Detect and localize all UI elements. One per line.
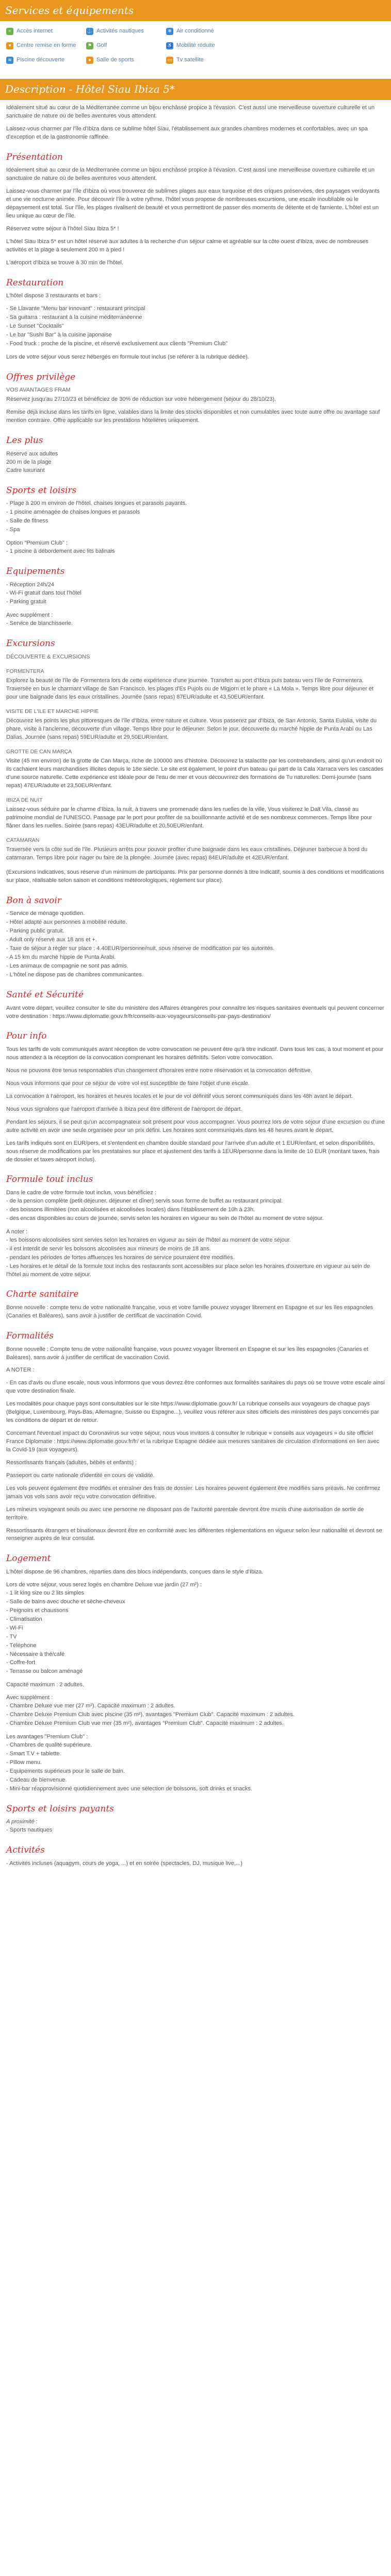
paragraph: Les modalités pour chaque pays sont consultables sur le site https://www.diplomatie.gouv.fr/ La rubrique conseils aux voyageurs de chaque pays (Belgique, Luxembourg, Pays-Bas, Allemagne, Suisse ou Espagne...), veuillez vous référer aux sites officiels des ministères des pays concernés par les conditions de départ et de retour. — [6, 1401, 379, 1424]
sports-option-list — [6, 548, 385, 556]
section-title-plus: Les plus — [6, 435, 43, 446]
service-item — [86, 42, 166, 50]
excursion-text: Visite (45 mn environ) de la grotte de Can Marça, riche de 100000 ans d'histoire. Découvrez la stalactite par les contrebandiers, ainsi qu'un endroit où ils cachaient leurs marchandises illicites depuis le 18e siècle. Le site est également, le point d'un bateau qui part de la Cala Xarraca vers les cascades d'une source naturelle. Cette expérience est idéale pour de l'eau de mer et vous découvrirez des formations de Tu naturelles. Demi-journée (sans repas) 47EUR/adulte et 23,50EUR/enfant. — [6, 758, 383, 789]
service-label: Accès internet — [17, 28, 53, 34]
list-item: - Chambre Deluxe vue mer (27 m²). Capacité maximum : 2 adultes. — [6, 1702, 385, 1710]
list-item: - Parking gratuit — [6, 598, 385, 606]
section-title-bon-savoir: Bon à savoir — [6, 895, 61, 906]
paragraph: Concernant l'éventuel impact du Coronavirus sur votre séjour, nous vous invitons à consulter le rubrique « conseils aux voyageurs » du site officiel France Diplomatie : https://www.diplomatie.gouv.fr/fr/ et la rubrique Espagne dédiée aux mesures sanitaires de circulation d'informations en lien avec la Covid-19 (aux voyageurs). — [6, 1430, 380, 1453]
list-item: - Mini-bar réapprovisionné quotidiennement avec une sélection de boissons, soft drinks et snacks. — [6, 1785, 385, 1793]
list-item: - Climatisation — [6, 1616, 385, 1624]
list-item: - Les horaires et le détail de la formule tout inclus des restaurants sont accessibles sur place selon les horaires d'ouverture en vigueur au sein de l'hôtel au moment de votre séjour. — [6, 1263, 385, 1279]
anchor-icon: ⚓ — [86, 28, 93, 35]
paragraph: Les vols peuvent également être modifiés et entraîner des frais de dossier. Les horaires peuvent également être modifiés sans préavis. Ne confirmez jamais vos vols sans avoir reçu votre convocation définitive. — [6, 1485, 381, 1500]
list-item: - Le Sunset "Cocktails" — [6, 323, 385, 331]
list-item: - 1 piscine à débordement avec lits balinais — [6, 548, 385, 556]
service-label: Centre remise en forme — [17, 42, 76, 48]
list-item: - Chambre Deluxe Premium Club avec piscine (35 m²), avantages "Premium Club". Capacité maximum : 2 adultes. — [6, 1711, 385, 1719]
list-item: - Hôtel adapté aux personnes à mobilité réduite. — [6, 919, 385, 927]
sports-payants-intro: A proximité : — [6, 1819, 38, 1825]
equipements-paid-list — [6, 620, 385, 628]
service-label: Salle de sports — [96, 56, 134, 63]
logement-premium-list — [6, 1741, 385, 1793]
services-banner: Services et équipements — [0, 0, 391, 21]
list-item: - TV — [6, 1633, 385, 1641]
fitness-icon: ♥ — [6, 42, 13, 49]
tv-icon: ▭ — [166, 57, 173, 64]
list-item: - Coffre-fort — [6, 1659, 385, 1667]
bon-savoir-list — [6, 910, 385, 979]
section-title-sante: Santé et Sécurité — [6, 989, 84, 1000]
list-item: - Service de ménage quotidien. — [6, 910, 385, 918]
excursion-text: Traversée vers la côte sud de l'île. Plusieurs arrêts pour pouvoir profiter d'une baignade dans les eaux cristallines. Déjeuner barbecue à bord du catamaran. Temps libre pour nager ou faire de la plongée. Journée (avec repas) 84EUR/adulte et 42EUR/enfant. — [6, 846, 368, 861]
excursion-text: Découvrez les points les plus pittoresques de l'île d'Ibiza, entre nature et culture. Vous passerez par d'Ibiza, de San Antonio, Santa Eulalia, visite du phare, visite à l'ancienne, découverte d'un village. Temps libre pour le déjeuner. Selon le jour, découverte du marché hippie de Punta Arabí ou Las Dalias. Journée (sans repas) 59EUR/adulte et 29,50EUR/enfant. — [6, 718, 377, 740]
paragraph: Ressortissants étrangers et binationaux devront être en conformité avec les différentes réglementations en vigueur selon leur nationalité et devront se renseigner auprès de leur consulat. — [6, 1527, 382, 1542]
service-item — [166, 27, 246, 36]
paragraph: Passeport ou carte nationale d'identité en cours de validité. — [6, 1472, 155, 1479]
list-item: - des boissons illimitées (non alcoolisées et alcoolisées locales) dans l'établissement de 10h à 23h. — [6, 1206, 385, 1214]
paragraph: Tous les tarifs de vols communiqués avant réception de votre convocation ne peuvent être qu'à titre indicatif. Dans tous les cas, à tout moment et pour nous attendez à la réception de la convocation comprenant les horaires définitifs. Selon votre convocation. — [6, 1046, 383, 1061]
list-item: - 1 piscine aménagée de chaises longues et parasols — [6, 509, 385, 517]
paragraph: A NOTER : — [6, 1367, 35, 1374]
list-item: - Le bar "Sushi Bar" à la cuisine japonaise — [6, 331, 385, 340]
excursion-text: Laissez-vous séduire par le charme d'Ibiza, la nuit, à travers une promenade dans les ruelles de la ville, Vous visiterez le Dalt Vila, classé au patrimoine mondial de l'UNESCO. Passage par le port pour profiter de sa bouillonnante activité et de ses nombreux commerces. Temps libre pour flâner dans les ruelles. Soirée (sans repas) 43EUR/adulte et 20,50EUR/enfant. — [6, 806, 372, 829]
intro-paragraph: Laissez-vous charmer par l'île d'Ibiza dans ce sublime hôtel Siau, l'établissement aux grandes chambres modernes et confortables, avec un spa d'exception et de la gastronomie raffinée. — [6, 125, 368, 140]
formule-intro: Dans le cadre de votre formule tout inclus, vous bénéficiez : — [6, 1190, 157, 1196]
excursion-title: FORMENTERA — [6, 668, 44, 674]
presentation-paragraph: Idéalement situé au cœur de la Méditerranée comme un bijou enchâssé propice à l'évasion. C'est aussi une merveilleuse ouverture culturelle et un sanctuaire de nature où de belles aventures vous attendent. — [6, 167, 375, 182]
list-item: - des encas disponibles au cours de journée, servis selon les horaires en vigueur au sein de l'hôtel au moment de votre séjour. — [6, 1215, 385, 1223]
presentation-paragraph: L'hôtel Siau Ibiza 5* est un hôtel réservé aux adultes à la recherche d'un séjour calme et agréable sur la côte ouest d'Ibiza, avec de nombreuses activités et la plage à seulement 200 m à pied ! — [6, 238, 369, 253]
section-title-offres: Offres privilège — [6, 371, 76, 382]
list-item: - Les animaux de compagnie ne sont pas admis. — [6, 962, 385, 971]
offres-label: VOS AVANTAGES FRAM — [6, 387, 71, 394]
excursions-note: (Excursions indicatives, sous réserve d'un minimum de participants. Prix par personne donnés à titre indicatif, soumis à des conditions et modifications sur place, réalisable selon saison et conditions météorologiques, règlement sur place). — [6, 869, 384, 884]
section-title-charte: Charte sanitaire — [6, 1289, 79, 1300]
sports-option-label: Option "Premium Club" : — [6, 540, 68, 547]
offres-text: Réservez jusqu'au 27/10/23 et bénéficiez de 30% de réduction sur votre hébergement (séjour du 28/10/23). — [6, 396, 276, 403]
plus-item: 200 m de la plage — [6, 459, 52, 465]
paragraph: Les tarifs indiqués sont en EUR/pers, et s'entendent en chambre double standard pour l'arrivée d'un adulte et 1 EUR/enfant, et selon disponibilités, sous réserve de modifications par les prestataires sur place et ajustement des tarifs à 1EUR/personne dans la limite de 10 EUR (montant taxes, frais de dossier et taxes aéroport inclus). — [6, 1140, 380, 1163]
list-item: - Chambres de qualité supérieure. — [6, 1741, 385, 1750]
pool-icon: ≋ — [6, 57, 13, 64]
list-item: - Nécessaire à thé/café — [6, 1651, 385, 1659]
excursion-title: VISITE DE L'ILE ET MARCHE HIPPIE — [6, 708, 99, 715]
presentation-paragraph: L'aéroport d'Ibiza se trouve à 30 min de l'hôtel. — [6, 259, 124, 266]
list-item: - Terrasse ou balcon aménagé — [6, 1668, 385, 1676]
list-item: - Sports nautiques — [6, 1826, 385, 1835]
prix-paragraphs — [6, 1046, 385, 1164]
plus-item: Cadre luxuriant — [6, 467, 45, 473]
section-title-equipements: Equipements — [6, 566, 65, 577]
plus-item: Réservé aux adultes — [6, 450, 58, 457]
formule-sub-list — [6, 1236, 385, 1279]
list-item: - Cadeau de bienvenue. — [6, 1776, 385, 1785]
list-item: - les boissons alcoolisées sont servies selon les horaires en vigueur au sein de l'hôtel au moment de votre séjour. — [6, 1236, 385, 1245]
section-title-sports: Sports et loisirs — [6, 485, 77, 496]
golf-icon: ⚑ — [86, 42, 93, 49]
list-item: - Wi-Fi — [6, 1624, 385, 1633]
paragraph: Les mineurs voyageant seuls ou avec une personne ne disposant pas de l'autorité parentale devront être munis d'une autorisation de sortie de territoire. — [6, 1506, 364, 1521]
sports-list — [6, 500, 385, 534]
excursion-blocks — [6, 668, 385, 862]
equipements-paid-label: Avec supplément : — [6, 612, 53, 619]
paragraph: Pendant les séjours, il se peut qu'un accompagnateur soit présent pour vous accompagner. Vous pourrez lors de votre séjour d'une excursion ou d'une autre activité en avoir une seule organisée pour un prix défini. Les horaires sont communiqués dans les 48 heures avant le départ. — [6, 1118, 385, 1133]
list-item: - Smart T.V + tablette. — [6, 1750, 385, 1758]
section-title-formalites: Formalités — [6, 1330, 54, 1341]
offres-text: Remise déjà incluse dans les tarifs en ligne, valables dans la limite des stocks disponibles et non cumulables avec toute autre offre ou avantage sauf mention contraire. Offre applicable sur les prestations hôtelières uniquement. — [6, 409, 380, 424]
mobility-icon: ♿ — [166, 42, 173, 49]
list-item: - 1 lit king size ou 2 lits simples — [6, 1589, 385, 1598]
section-title-activites: Activités — [6, 1845, 45, 1856]
section-title-logement: Logement — [6, 1553, 51, 1564]
description-content — [0, 100, 391, 1868]
paragraph: Ressortissants français (adultes, bébés et enfants) : — [6, 1459, 137, 1466]
list-item: - L'hôtel ne dispose pas de chambres communicantes. — [6, 971, 385, 979]
list-item: - Wi-Fi gratuit dans tout l'hôtel — [6, 589, 385, 598]
charte-paragraph: Bonne nouvelle : compte tenu de votre nationalité française, vous et votre famille pouvez voyager librement en Espagne et sur les îles espagnoles (Canaries et Baléares), sans avoir à justifier de certificat de vaccination Covid. — [6, 1304, 373, 1319]
section-title-formule: Formule tout inclus — [6, 1174, 93, 1185]
section-title-presentation: Présentation — [6, 151, 63, 162]
list-item: - Chambre Deluxe Premium Club vue mer (35 m²), avantages "Premium Club". Capacité maximum : 2 adultes. — [6, 1720, 385, 1728]
list-item: - Salle de fitness — [6, 517, 385, 526]
logement-premium-label: Les avantages "Premium Club" : — [6, 1734, 88, 1740]
list-item: - Food truck : proche de la piscine, et réservé exclusivement aux clients "Premium Club" — [6, 340, 385, 348]
logement-paid-label: Avec supplément : — [6, 1694, 53, 1701]
logement-paid-list — [6, 1702, 385, 1728]
list-item: - Peignoirs et chaussons — [6, 1607, 385, 1615]
equipements-list — [6, 581, 385, 607]
formule-list — [6, 1197, 385, 1223]
presentation-paragraph: Laissez-vous charmer par l'île d'Ibiza où vous trouverez de sublimes plages aux eaux turquoise et des criques préservées, des paysages verdoyants et une vie nocturne animée. Pour découvrir l'île à votre rythme, l'hôtel vous propose de nombreuses excursions, une escale inoubliable où le dépaysement est total. Sur l'île, les plages rivalisent de beauté et vous permettront de passer des moments de détente et de farniente. L'hôtel est un lieu unique au cœur de l'île. — [6, 188, 380, 219]
section-title-sports-payants: Sports et loisirs payants — [6, 1803, 114, 1814]
list-item: - A 15 km du marché hippie de Punta Arabí. — [6, 954, 385, 962]
service-label: Golf — [96, 42, 107, 48]
list-item: - Salle de bains avec douche et sèche-cheveux — [6, 1598, 385, 1606]
list-item: - Service de blanchisserie. — [6, 620, 385, 628]
list-item: - Plage à 200 m environ de l'hôtel, chaises longues et parasols payants. — [6, 500, 385, 508]
paragraph: Nous ne pouvons être tenus responsables d'un changement d'horaires entre notre réservation et la convocation définitive. — [6, 1067, 313, 1074]
list-item: - Equipements supérieurs pour le salle de bain. — [6, 1768, 385, 1776]
list-item: - Spa — [6, 526, 385, 534]
list-item: - Réception 24h/24 — [6, 581, 385, 589]
logement-list — [6, 1589, 385, 1676]
list-item: - de la pension complète (petit-déjeuner, déjeuner et dîner) servis sous forme de buffet au restaurant principal. — [6, 1197, 385, 1206]
service-item — [166, 56, 246, 64]
intro-paragraph: Idéalement situé au cœur de la Méditerranée comme un bijou enchâssé propice à l'évasion. C'est aussi une merveilleuse ouverture culturelle et un sanctuaire de nature où de belles aventures vous attendent. — [6, 104, 375, 119]
list-item: - il est interdit de servir les boissons alcoolisées aux mineurs de moins de 18 ans. — [6, 1245, 385, 1253]
service-label: Tv satellite — [176, 56, 204, 63]
paragraph: Bonne nouvelle : Compte tenu de votre nationalité française, vous pouvez voyager librement en Espagne et sur les îles espagnoles (Canaries et Baléares), sans avoir à justifier de certificat de vaccination Covid. — [6, 1346, 368, 1361]
sante-paragraph: Avant votre départ, veuillez consulter le site du ministère des Affaires étrangères pour connaître les risques sanitaires éventuels qui peuvent concerner votre destination : https://www.diplomatie.gouv.fr/fr/conseils-aux-voyageurs/conseils-par-pays-destination/ — [6, 1005, 384, 1020]
section-title-excursions: Excursions — [6, 638, 55, 649]
activites-text: - Activités incluses (aquagym, cours de yoga, ...) et en soirée (spectacles, DJ, musique live,...) — [6, 1860, 242, 1867]
logement-intro: L'hôtel dispose de 96 chambres, réparties dans des blocs indépendants, conçues dans le style d'Ibiza. — [6, 1569, 264, 1575]
list-item: - Sa guitarra : restaurant à la cuisine méditerranéenne — [6, 314, 385, 322]
sports-payants-list — [6, 1826, 385, 1835]
excursion-title: GROTTE DE CAN MARÇA — [6, 748, 72, 755]
wifi-icon: ≈ — [6, 28, 13, 35]
excursion-text: Explorez la beauté de l'île de Formentera lors de cette expérience d'une journée. Transfert au port d'Ibiza puis bateau vers l'île de Formentera. Traversée en bus le charmant village de San Francisco, les plages d'Es Pujols ou de Migjorn et le phare « La Mola ». Temps libre pour déjeuner et pour une baignade dans les eaux cristallines. Journée (sans repas) 87EUR/adulte et 43,50EUR/enfant. — [6, 677, 373, 700]
restauration-intro: L'hôtel dispose 3 restaurants et bars : — [6, 293, 101, 299]
section-title-restauration: Restauration — [6, 277, 64, 288]
logement-capacity: Capacité maximum : 2 adultes. — [6, 1682, 85, 1688]
service-item — [6, 27, 86, 36]
excursions-label: DÉCOUVERTE & EXCURSIONS — [6, 653, 90, 660]
description-banner: Description - Hôtel Siau Ibiza 5* — [0, 79, 391, 100]
logement-intro2: Lors de votre séjour, vous serez logés en chambre Deluxe vue jardin (27 m²) : — [6, 1582, 202, 1588]
restauration-note: Lors de votre séjour vous serez hébergés en formule tout inclus (se référer à la rubrique dédiée). — [6, 353, 249, 360]
list-item: - pendant les périodes de fortes affluences les horaires de service pourraient être modifiés. — [6, 1254, 385, 1262]
list-item: - Pillow menu. — [6, 1759, 385, 1767]
service-label: Mobilité réduite — [176, 42, 215, 48]
service-label: Activités nautiques — [96, 28, 144, 34]
excursion-title: CATAMARAN — [6, 837, 40, 843]
service-item — [166, 42, 246, 50]
list-item: - Taxe de séjour à régler sur place : 4.40EUR/personne/nuit, sous réserve de modification par les autorités. — [6, 945, 385, 953]
service-item — [6, 42, 86, 50]
service-label: Air conditionné — [176, 28, 214, 34]
restauration-list — [6, 305, 385, 348]
list-item: - Parking public gratuit. — [6, 927, 385, 936]
service-item — [6, 56, 86, 64]
services-grid — [0, 21, 391, 67]
list-item: - Téléphone — [6, 1642, 385, 1650]
paragraph: - En cas d'avis ou d'une escale, nous vous informons que vous devrez être conformes aux formalités sanitaires du pays où se trouve votre escale ainsi que votre destination finale. — [6, 1380, 385, 1395]
paragraph: La convocation à l'aéroport, les horaires et heures locales et le jour de vol définitif vous seront communiqués dans les 48h avant le départ. — [6, 1093, 353, 1099]
presentation-paragraph: Réservez votre séjour à l'hôtel Siau Ibiza 5* ! — [6, 225, 119, 232]
formalites-paragraphs — [6, 1346, 385, 1544]
service-label: Piscine découverte — [17, 56, 64, 63]
service-item — [86, 56, 166, 64]
section-title-prix: Pour info — [6, 1031, 47, 1042]
paragraph: Nous vous signalons que l'aéroport d'arrivée à Ibiza peut être différent de l'aéroport de départ. — [6, 1106, 242, 1112]
snowflake-icon: ❄ — [166, 28, 173, 35]
service-item — [86, 27, 166, 36]
formule-sub: A noter : — [6, 1228, 27, 1235]
list-item: - Adult only réservé aux 18 ans et +. — [6, 936, 385, 944]
list-item: - Se Llavante "Menu bar innovant" : restaurant principal — [6, 305, 385, 313]
excursion-title: IBIZA DE NUIT — [6, 796, 43, 803]
paragraph: Nous vous informons que pour ce séjour de votre vol est susceptible de faire l'objet d'une escale. — [6, 1080, 250, 1087]
sports-icon: ● — [86, 57, 93, 64]
